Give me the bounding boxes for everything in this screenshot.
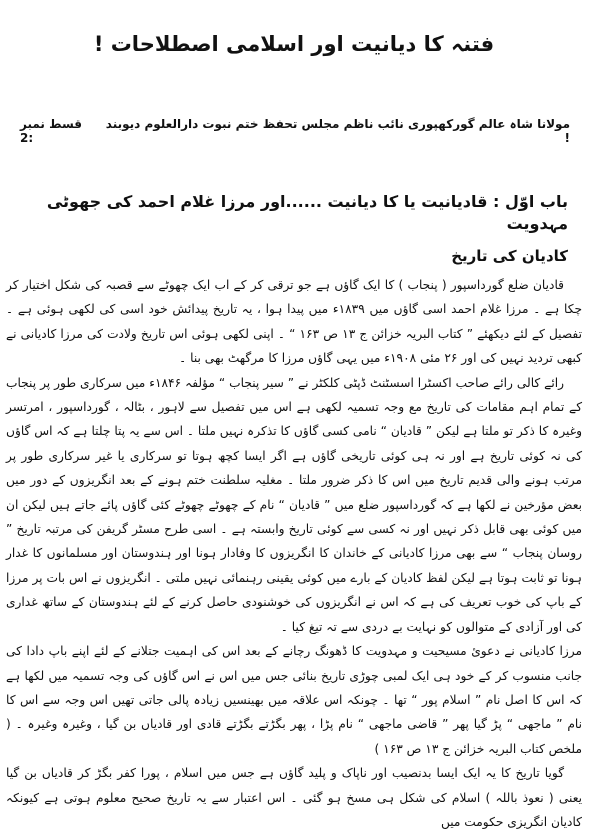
- chapter-heading: باب اوّل : قادیانیت یا کا دیانیت ......اور مرزا غلام احمد کی جھوٹی مہدویت: [46, 192, 568, 233]
- paragraph: رائے کالی رائے صاحب اکسٹرا اسسٹنٹ ڈپٹی کلکٹر نے ” سیر پنجاب “ مؤلفہ ۱۸۴۶ء میں سرکاری طور پر پنجاب کے تمام اہم مقامات کی تاریخ مع وجہ تسمیہ لکھی ہے اس میں تفصیل سے لاہور ، بٹالہ ، گورداسپور ، امرتسر وغیرہ کا ذکر تو ملتا ہے لیکن ” قادیان “ نامی کسی گاؤں کا تذکرہ نہیں ملتا ۔ اس سے یہ پتا چلتا ہے کہ اس گاؤں کی نہ کوئی تاریخ ہے اور نہ ہی کوئی تاریخی گاؤں ہے اگر ایسا کچھ ہوتا تو سرکاری یا غیر سرکاری طور پر مرتب ہونے والی قدیم تاریخ میں اس کا ذکر ضرور ملتا ۔ مغلیہ سلطنت ختم ہونے کے بعد انگریزوں کے دور میں بعض مؤرخین نے لکھا ہے کہ گورداسپور ضلع میں ” قادیان “ نام کے چھوٹے چھوٹے کئی گاؤں پائے جاتے ہیں لیکن ان میں کوئی بھی قابل ذکر نہیں اور نہ کسی سے کوئی تاریخ وابستہ ہے ۔ اسی طرح مسٹر گریفن کی مرتبہ تاریخ ” روسان پنجاب “ سے بھی مرزا کادیانی کے خاندان کا انگریزوں کا وفادار ہونا اور ہندوستان اور مسلمانوں کا غدار ہونا تو ثابت ہوتا ہے لیکن لفظ کادیان کے بارے میں کوئی یقینی رہنمائی نہیں ملتی ۔ انگریزوں نے اس بات پر مرزا کے باپ کی خوب تعریف کی ہے کہ اس نے انگریزوں کی خوشنودی حاصل کرنے کے لئے ہندوستان کے ساتھ غداری کی اور آزادی کے متوالوں کو نہایت بے دردی سے تہ تیغ کیا ۔: [6, 375, 582, 634]
- article-body: [6, 273, 582, 834]
- paragraph: قادیان ضلع گورداسپور ( پنجاب ) کا ایک گاؤں ہے جو ترقی کر کے اب ایک چھوٹے سے قصبہ کی شکل اختیار کر چکا ہے ۔ مرزا غلام احمد اسی گاؤں میں ۱۸۳۹ء میں پیدا ہوا ، یہ تاریخ پیدائش خود اسی کی لکھی ہوئی ہے ۔ تفصیل کے لئے دیکھئے ” کتاب البریہ خزائن ج ۱۳ ص ۱۶۳ “ ۔ اپنی لکھی ہوئی اس تاریخ ولادت کی مرزا کادیانی نے کبھی تردید نہیں کی اور ۲۶ مئی ۱۹۰۸ء میں یہی گاؤں مرزا کا مرگھٹ بھی بنا ۔: [6, 278, 582, 366]
- byline: [6, 117, 582, 145]
- paragraph: مرزا کادیانی نے دعوئ مسیحیت و مہدویت کا ڈھونگ رچانے کے بعد اس کی اہمیت جتلانے کے لئے اپنے باپ دادا کی جانب منسوب کر کے خود ہی ایک لمبی چوڑی تاریخ بنائی جس میں اس نے اس گاؤں کی وجہ تسمیہ میں لکھا ہے کہ اس کا اصل نام ” اسلام پور “ تھا ۔ چونکہ اس علاقہ میں بھینسیں زیادہ پالی جاتی تھیں اس وجہ سے اس کا نام ” ماجھی “ پڑ گیا پھر ” قاضی ماجھی “ نام پڑا ، پھر بگڑتے بگڑتے قادی اور قادیاں بن گیا ، وغیرہ وغیرہ ۔ ( ملخص کتاب البریہ خزائن ج ۱۳ ص ۱۶۳ ): [6, 644, 582, 756]
- section-heading: کادیان کی تاریخ: [451, 247, 568, 265]
- episode-number: قسط نمبر :2: [20, 117, 83, 145]
- paragraph: گویا تاریخ کا یہ ایک ایسا بدنصیب اور ناپاک و پلید گاؤں ہے جس میں اسلام ، پورا کفر بگڑ کر قادیاں بن گیا یعنی ( نعوذ باللہ ) اسلام کی شکل ہی مسخ ہو گئی ۔ اس اعتبار سے یہ تاریخ صحیح معلوم ہوتی ہے کیونکہ کادیان انگریزی حکومت میں: [6, 766, 582, 829]
- article-title: فتنہ کا دیانیت اور اسلامی اصطلاحات !: [93, 32, 495, 56]
- author-credit: مولانا شاہ عالم گورکھپوری نائب ناظم مجلس تحفظ ختم نبوت دارالعلوم دیوبند !: [105, 117, 570, 145]
